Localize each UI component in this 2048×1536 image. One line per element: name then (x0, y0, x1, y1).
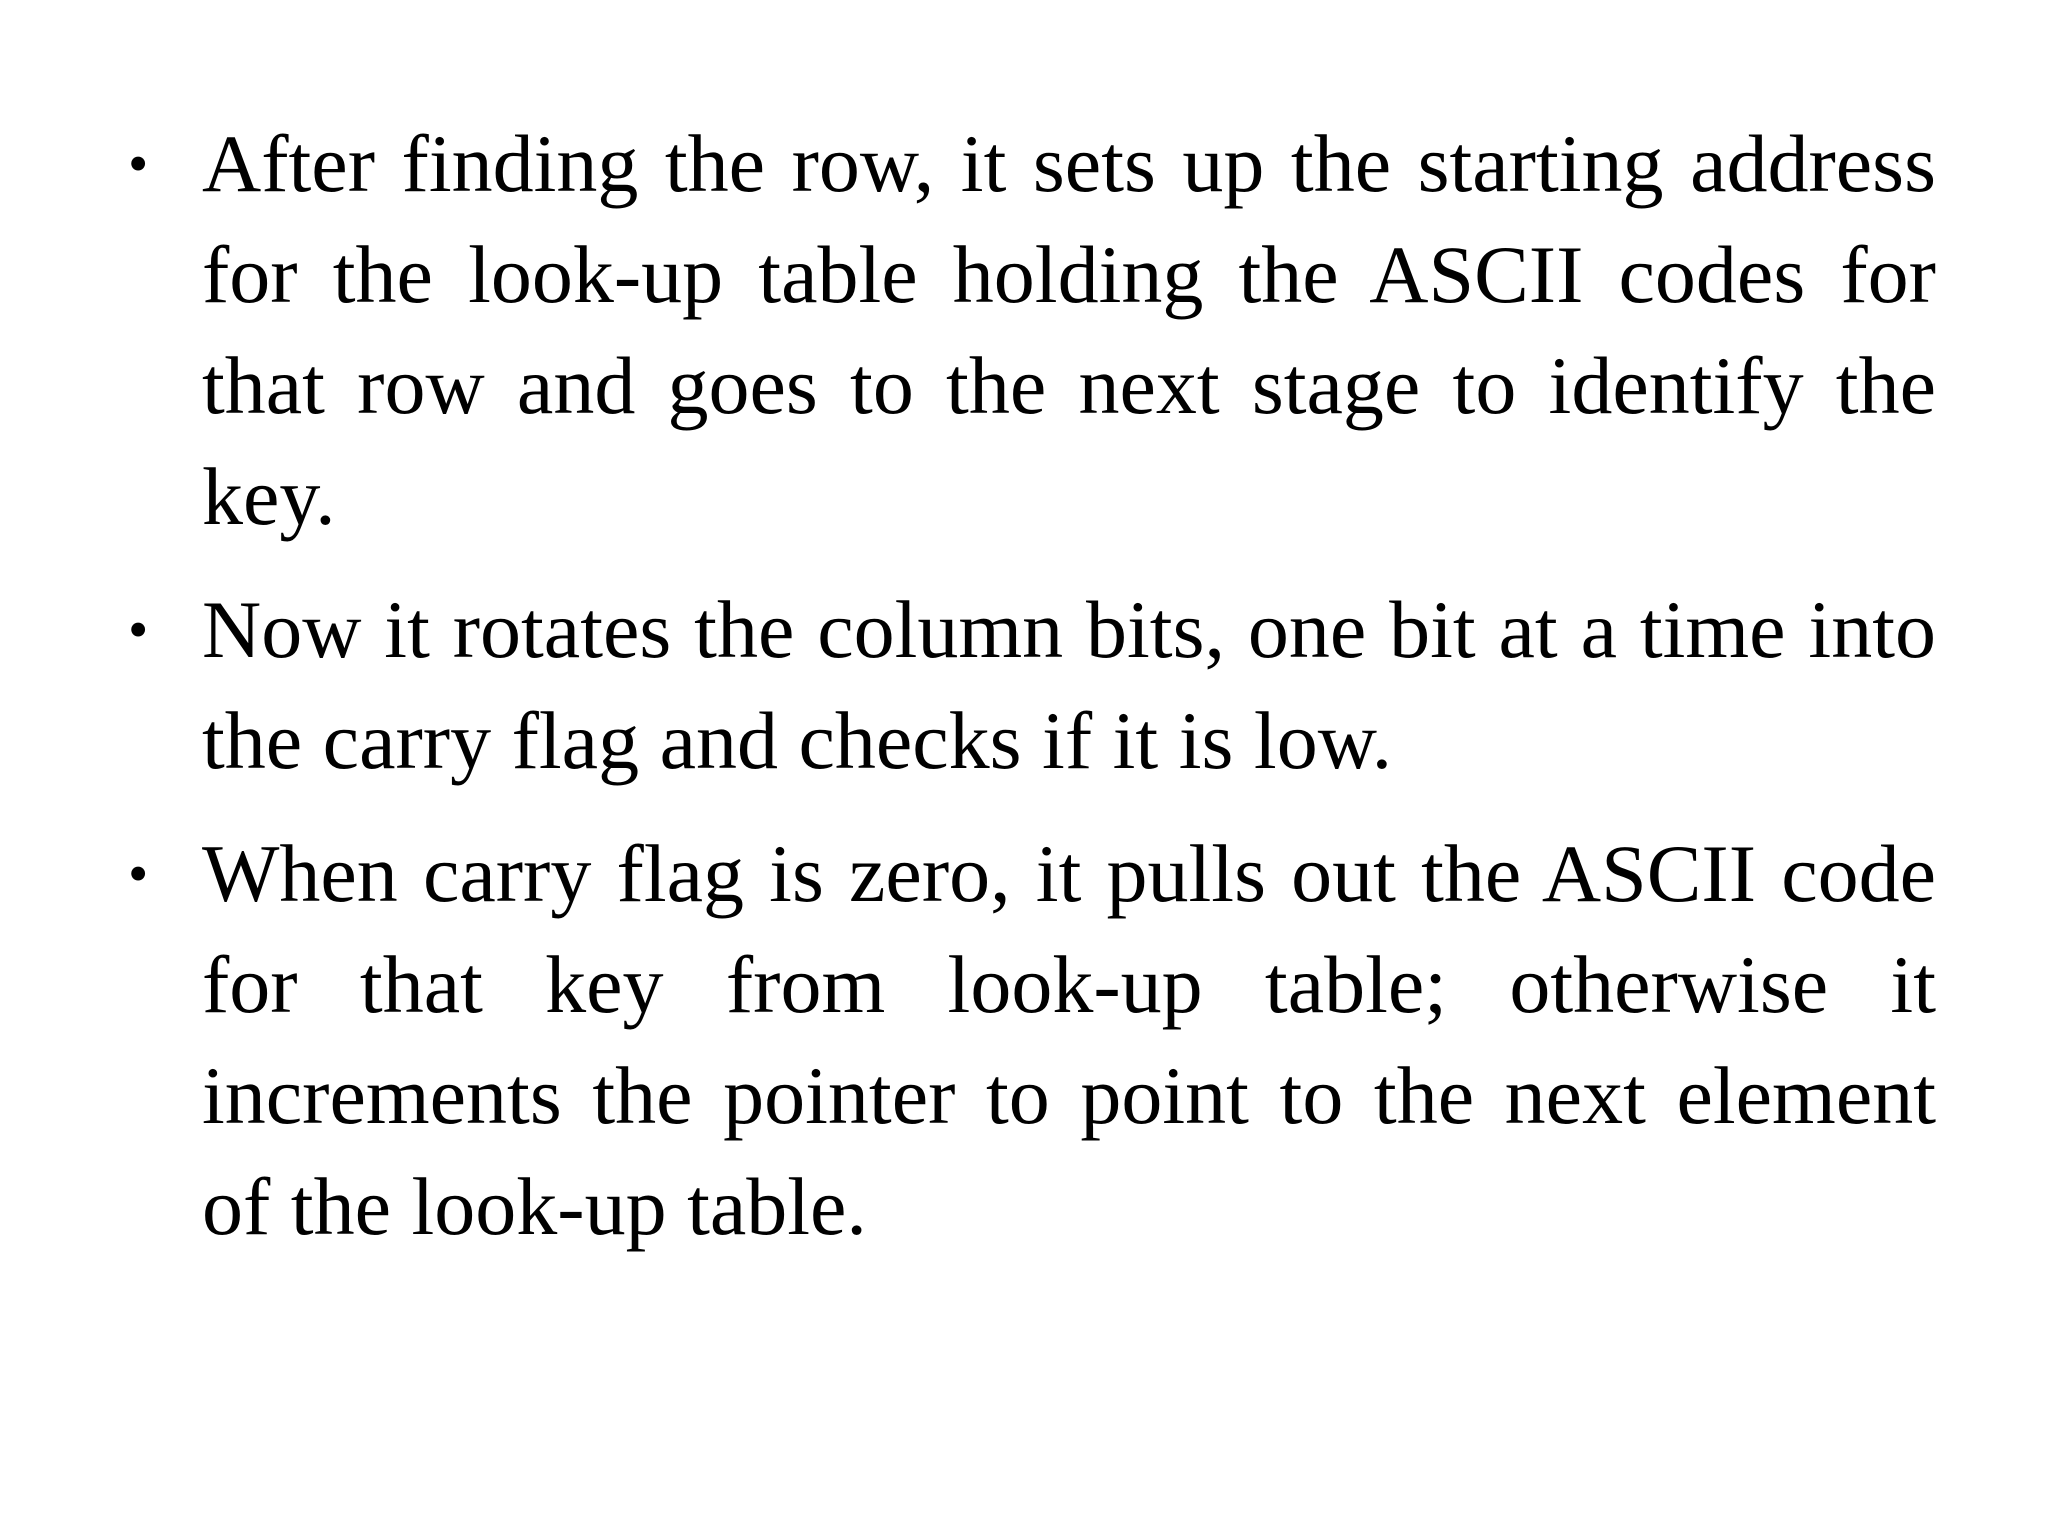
bullet-item-1 (118, 108, 1936, 552)
bullet-text: When carry flag is zero, it pulls out the ASCII code for that key from look-up table; otherwise it increments the pointer to point to the next element of the look-up table. (202, 828, 1936, 1252)
bullet-list (118, 108, 1936, 1284)
bullet-item-2 (118, 574, 1936, 796)
bullet-item-3 (118, 818, 1936, 1262)
bullet-icon: • (128, 131, 149, 196)
bullet-icon: • (128, 841, 149, 906)
bullet-icon: • (128, 597, 149, 662)
bullet-text: After finding the row, it sets up the starting address for the look-up table holding the ASCII codes for that row and goes to the next stage to identify the key. (202, 118, 1936, 542)
bullet-text: Now it rotates the column bits, one bit at a time into the carry flag and checks if it is low. (202, 584, 1936, 786)
